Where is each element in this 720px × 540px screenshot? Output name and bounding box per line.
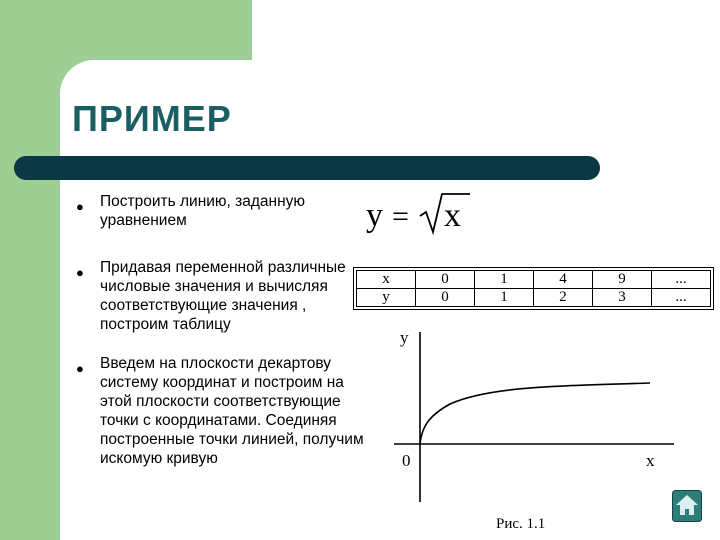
x-axis-label: x (646, 451, 655, 470)
table-cell: 3 (593, 289, 652, 307)
bullet-text-1: Построить линию, заданную уравнением (100, 193, 306, 229)
y-axis-label: y (400, 328, 409, 347)
formula-equals: = (392, 200, 409, 233)
title-underline-bar (14, 156, 600, 180)
table-cell: 9 (593, 271, 652, 289)
values-table (356, 270, 711, 307)
green-side-strip (0, 0, 60, 540)
bullet-marker: ● (76, 361, 84, 376)
table-cell: ... (652, 289, 711, 307)
formula (362, 190, 474, 238)
table-cell: y (357, 289, 416, 307)
table-cell: 1 (475, 271, 534, 289)
formula-lhs: y (366, 197, 383, 234)
table-cell: 1 (475, 289, 534, 307)
home-button[interactable] (672, 490, 702, 522)
bullet-marker: ● (76, 199, 84, 214)
table-cell: 2 (534, 289, 593, 307)
table-row (357, 271, 711, 289)
table-cell: ... (652, 271, 711, 289)
bullet-text-2: Придавая переменной различные числовые значения и вычисляя соответствующие значения , построим таблицу (100, 259, 346, 333)
figure-caption: Рис. 1.1 (496, 516, 546, 532)
table-cell: 4 (534, 271, 593, 289)
formula-radicand: x (444, 197, 461, 234)
sqrt-graph (390, 320, 690, 540)
table-row (357, 289, 711, 307)
slide-title: ПРИМЕР (72, 98, 232, 139)
table-cell: 0 (416, 271, 475, 289)
bullet-text-3: Введем на плоскости декартову систему координат и построим на этой плоскости соответствующие точки с координатами. Соединяя построенные точки линией, получим искомую кривую (100, 355, 364, 467)
table-cell: x (357, 271, 416, 289)
bullet-marker: ● (76, 265, 84, 280)
sqrt-curve (420, 383, 650, 444)
origin-label: 0 (402, 451, 411, 470)
table-cell: 0 (416, 289, 475, 307)
